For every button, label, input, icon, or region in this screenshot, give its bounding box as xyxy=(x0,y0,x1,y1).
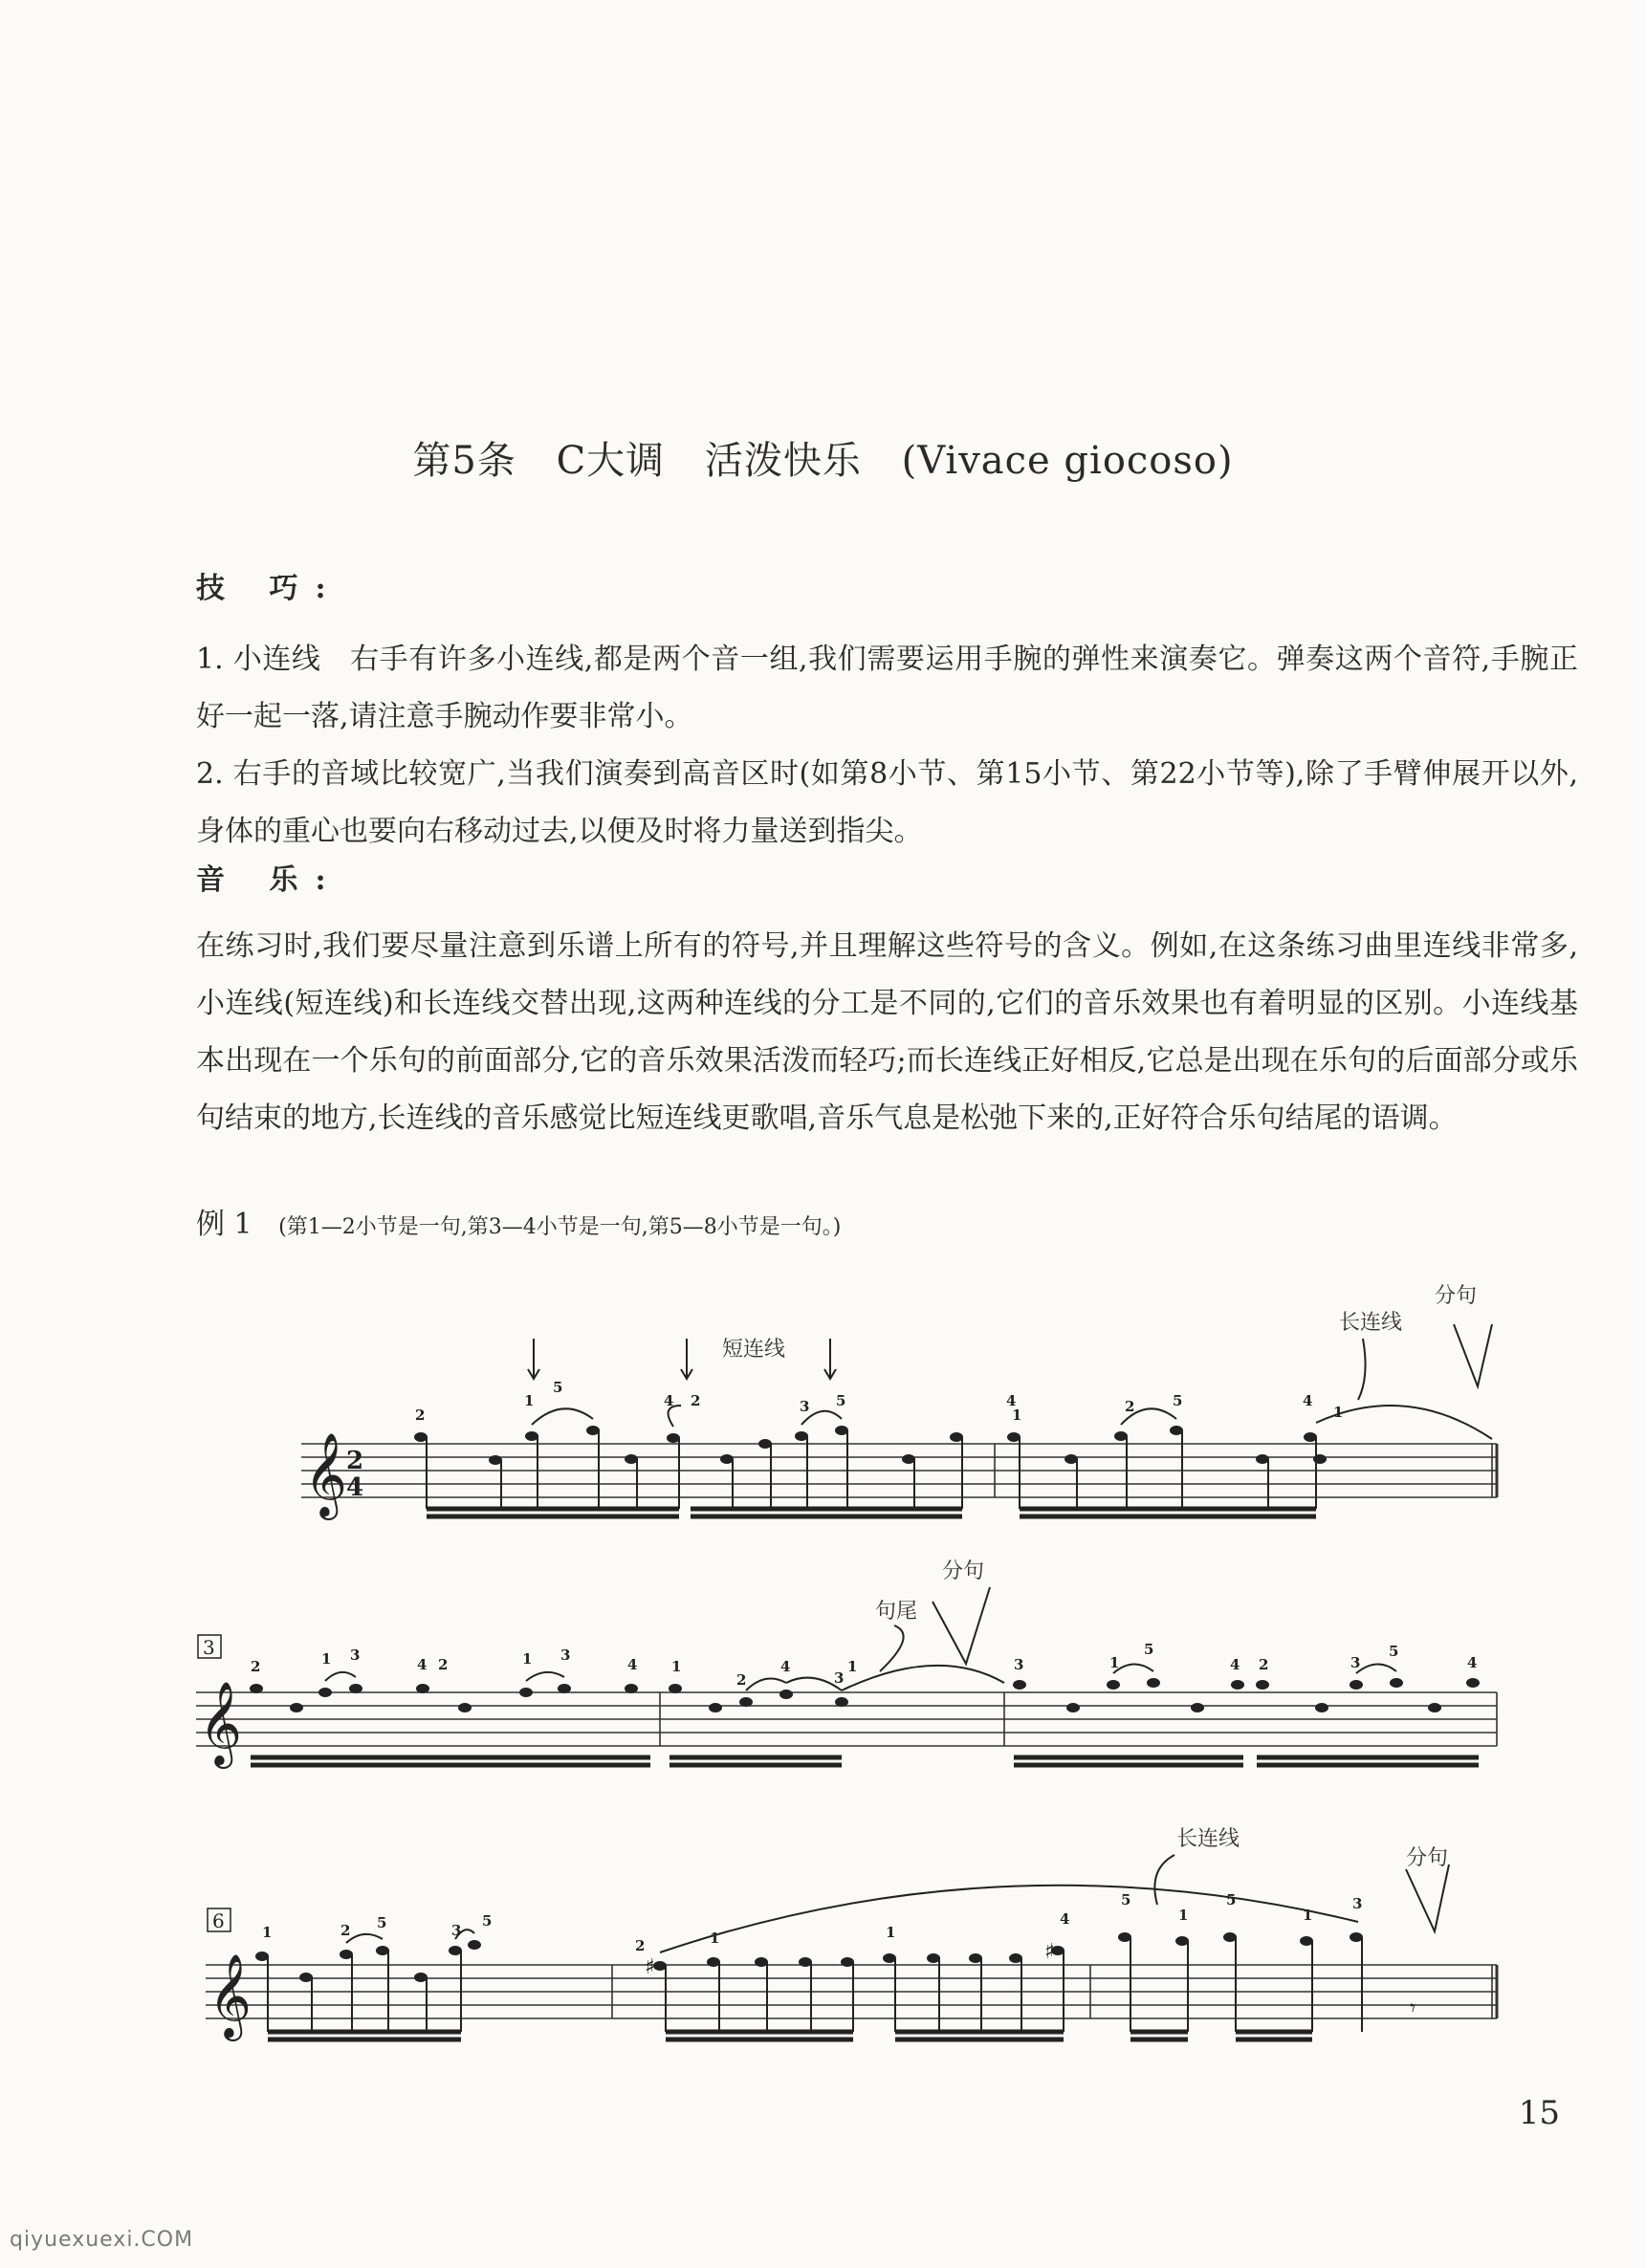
svg-text:3: 3 xyxy=(1350,1654,1361,1671)
notes-row-3 xyxy=(255,1932,1363,1982)
svg-text:2: 2 xyxy=(691,1392,701,1409)
treble-clef: 𝄞 xyxy=(208,1952,252,2038)
svg-text:5: 5 xyxy=(482,1912,493,1930)
etude-key: C大调 xyxy=(556,439,666,483)
svg-text:4: 4 xyxy=(1230,1656,1240,1673)
annotation-long-slur-1: 长连线 xyxy=(1339,1311,1403,1335)
svg-text:3: 3 xyxy=(800,1398,810,1415)
svg-text:1: 1 xyxy=(524,1392,535,1409)
svg-text:1: 1 xyxy=(847,1658,858,1675)
svg-text:1: 1 xyxy=(262,1924,273,1941)
svg-text:4: 4 xyxy=(1006,1392,1017,1409)
example-caption xyxy=(196,1200,841,1242)
svg-text:5: 5 xyxy=(1173,1392,1183,1409)
eighth-rest: 𝄾 xyxy=(1410,1995,1416,2021)
svg-text:3: 3 xyxy=(1352,1895,1363,1912)
etude-tempo: (Vivace giocoso) xyxy=(901,439,1234,483)
svg-text:4: 4 xyxy=(1467,1654,1478,1671)
annotation-phrase-end: 句尾 xyxy=(875,1600,918,1624)
treble-clef: 𝄞 xyxy=(304,1431,347,1516)
annotation-phrase-2: 分句 xyxy=(942,1559,985,1583)
svg-text:3: 3 xyxy=(350,1646,361,1664)
svg-text:4: 4 xyxy=(780,1658,791,1675)
svg-text:1: 1 xyxy=(1178,1907,1189,1924)
svg-text:4: 4 xyxy=(417,1656,428,1673)
svg-text:5: 5 xyxy=(1226,1891,1237,1908)
annotation-phrase-3: 分句 xyxy=(1406,1846,1449,1870)
svg-text:3: 3 xyxy=(834,1669,845,1687)
example-note: (第1—2小节是一句,第3—4小节是一句,第5—8小节是一句。) xyxy=(278,1215,842,1239)
notes-row-1 xyxy=(414,1426,1327,1465)
svg-text:1: 1 xyxy=(522,1650,533,1668)
svg-text:5: 5 xyxy=(553,1379,563,1396)
svg-text:2: 2 xyxy=(736,1671,747,1689)
annotation-long-slur-2: 长连线 xyxy=(1176,1827,1240,1851)
svg-text:1: 1 xyxy=(1333,1404,1344,1421)
svg-text:5: 5 xyxy=(377,1914,387,1931)
svg-text:1: 1 xyxy=(710,1930,720,1947)
svg-text:1: 1 xyxy=(1012,1407,1022,1424)
svg-text:4: 4 xyxy=(1060,1910,1070,1928)
svg-text:2: 2 xyxy=(251,1658,261,1675)
svg-text:3: 3 xyxy=(451,1922,462,1939)
sharp-sign: ♯ xyxy=(645,1955,655,1979)
svg-text:1: 1 xyxy=(671,1658,682,1675)
etude-mood: 活泼快乐 xyxy=(704,439,862,483)
svg-text:2: 2 xyxy=(635,1937,646,1954)
svg-text:2: 2 xyxy=(415,1407,426,1424)
example-label: 例 1 xyxy=(196,1208,252,1241)
svg-text:1: 1 xyxy=(321,1650,332,1668)
annotation-short-slur: 短连线 xyxy=(722,1338,786,1362)
music-heading: 音 乐: xyxy=(196,863,343,897)
technique-item-1: 1. 小连线 右手有许多小连线,都是两个音一组,我们需要运用手腕的弹性来演奏它。弹奏这两个音符,手腕正好一起一落,请注意手腕动作要非常小。 xyxy=(196,643,1578,733)
annotation-phrase-1: 分句 xyxy=(1435,1284,1478,1308)
watermark: qiyuexuexi.COM xyxy=(10,2228,194,2252)
svg-text:5: 5 xyxy=(1389,1643,1399,1660)
score-row-1 xyxy=(0,1272,1646,1559)
svg-text:2: 2 xyxy=(438,1656,449,1673)
music-paragraph: 在练习时,我们要尽量注意到乐谱上所有的符号,并且理解这些符号的含义。例如,在这条练习曲里连线非常多,小连线(短连线)和长连线交替出现,这两种连线的分工是不同的,它们的音乐效果也有着明显的区别。小连线基本出现在一个乐句的前面部分,它的音乐效果活泼而轻巧;而长连线正好相反,它总是出现在乐句的后面部分或乐句结束的地方,长连线的音乐感觉比短连线更歌唱,音乐气息是松弛下来的,正好符合乐句结尾的语调。 xyxy=(196,929,1578,1135)
svg-text:5: 5 xyxy=(836,1392,846,1409)
svg-text:5: 5 xyxy=(1144,1641,1154,1658)
svg-text:4: 4 xyxy=(1303,1392,1313,1409)
page-number: 15 xyxy=(1518,2094,1560,2132)
page-title xyxy=(0,430,1646,485)
svg-text:4: 4 xyxy=(664,1392,674,1409)
svg-text:2: 2 xyxy=(1125,1398,1135,1415)
time-signature-top: 2 xyxy=(346,1447,364,1475)
svg-text:2: 2 xyxy=(340,1922,351,1939)
fingerings-row-1 xyxy=(415,1379,1343,1424)
time-signature-bottom: 4 xyxy=(346,1473,364,1502)
measure-number-3: 3 xyxy=(203,1636,215,1659)
technique-heading: 技 巧: xyxy=(196,572,343,605)
svg-text:4: 4 xyxy=(627,1656,638,1673)
svg-text:1: 1 xyxy=(1109,1654,1120,1671)
etude-number: 第5条 xyxy=(412,439,516,483)
svg-text:2: 2 xyxy=(1259,1656,1269,1673)
svg-text:3: 3 xyxy=(1014,1656,1024,1673)
svg-text:3: 3 xyxy=(560,1646,571,1664)
score-row-2 xyxy=(0,1549,1646,1817)
svg-text:1: 1 xyxy=(1303,1907,1313,1924)
svg-text:1: 1 xyxy=(886,1924,896,1941)
score-row-3 xyxy=(0,1817,1646,2065)
measure-number-6: 6 xyxy=(212,1909,225,1932)
notes-row-2 xyxy=(250,1678,1480,1712)
technique-item-2: 2. 右手的音域比较宽广,当我们演奏到高音区时(如第8小节、第15小节、第22小节等),除了手臂伸展开以外,身体的重心也要向右移动过去,以便及时将力量送到指尖。 xyxy=(196,757,1578,848)
treble-clef: 𝄞 xyxy=(199,1680,242,1765)
fingerings-row-3 xyxy=(262,1891,1362,1954)
sharp-sign: ♯ xyxy=(1044,1940,1055,1964)
svg-text:5: 5 xyxy=(1121,1891,1131,1908)
